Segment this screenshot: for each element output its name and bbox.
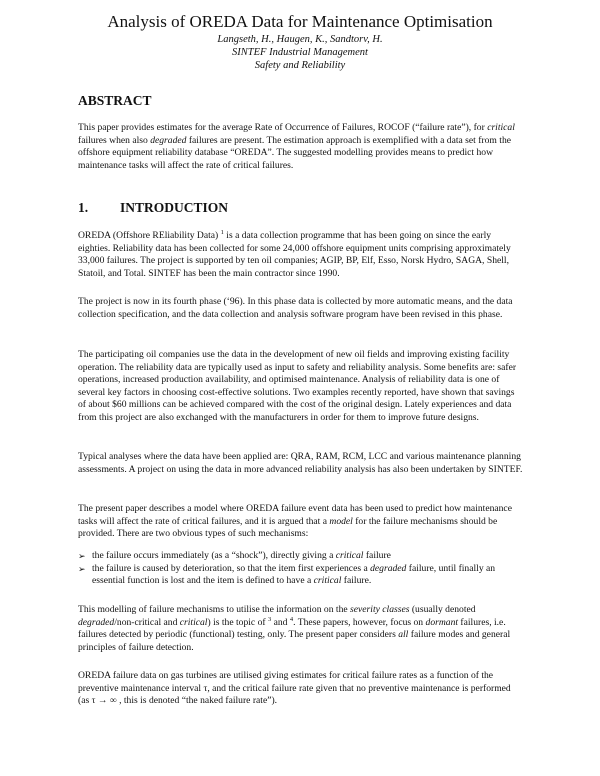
intro-paragraph-4: Typical analyses where the data have been applied are: QRA, RAM, RCM, LCC and various maintenance planning assessments. A project on using the data in more advanced reliability analysis has also been undertaken by SINTEF. xyxy=(78,451,523,475)
intro-paragraph-3: The participating oil companies use the data in the development of new oil fields and improving existing facility operation. The reliability data are typically used as input to safety and reliability analysis. Some benefits are: safer operations, increased production availability, and optimised maintenance. Analysis of reliability data is one of several key factors in choosing cost-effective solutions. Two examples recently reported, have shown that savings of about $60 millions can be achieved compared with the cost of the original design. Lately experiences and data from this project are also exchanged with the manufacturers in order for them to improve future designs. xyxy=(78,349,517,423)
author-list: Langseth, H., Haugen, K., Sandtorv, H. xyxy=(217,34,383,45)
department: Safety and Reliability xyxy=(254,60,346,71)
section-title: INTRODUCTION xyxy=(120,200,229,215)
intro-paragraph-2: The project is now in its fourth phase (‘96). In this phase data is collected by more automatic means, and the data collection specification, and the data collection and analysis software program have been revised in this phase. xyxy=(78,296,513,320)
tau-limit-expression: τ → ∞ xyxy=(91,695,117,707)
intro-paragraph-5: The present paper describes a model where OREDA failure event data has been used to predict how maintenance tasks will affect the rate of critical failures, and it is argued that a model for the failure mechanisms should be provided. There are two obvious types of such mechanisms: xyxy=(78,503,512,540)
intro-paragraph-7: OREDA failure data on gas turbines are utilised giving estimates for critical failure rates as a function of the preventive maintenance interval τ, and the critical failure rate given that no preventive maintenance is performed (as τ → ∞ , this is denoted “the naked failure rate”). xyxy=(78,670,511,707)
arrow-bullet-icon: ➢ xyxy=(78,551,86,561)
reference-marker: 1 xyxy=(220,229,224,236)
list-item: ➢ the failure is caused by deterioration, so that the item first experiences a degraded failure, until finally an essential function is lost and the item is defined to have a critical failure. xyxy=(78,562,496,587)
intro-paragraph-6: This modelling of failure mechanisms to utilise the information on the severity classes (usually denoted degraded/non-critical and critical) is the topic of $^3$ and $^4$. These papers, however, focus on dormant failures, i.e. failures detected by periodic (functional) testing, only. The present paper considers all failure modes and general principles of failure detection. xyxy=(78,604,511,653)
paper-title: Analysis of OREDA Data for Maintenance Optimisation xyxy=(107,12,493,31)
abstract-heading: ABSTRACT xyxy=(78,93,152,108)
intro-paragraph-1: OREDA (Offshore REliability Data) $^1$ is a data collection programme that has been going on since the early eighties. Reliability data has been collected for some 24,000 offshore equipment units comprising approximately 33,000 failures. The project is supported by ten oil companies; AGIP, BP, Elf, Esso, Norsk Hydro, SAGA, Shell, Statoil, and Total. SINTEF has been the main contractor since 1990. xyxy=(78,229,511,279)
list-item: ➢ the failure occurs immediately (as a “shock”), directly giving a critical failure xyxy=(78,550,391,561)
mechanism-list xyxy=(78,550,524,588)
arrow-bullet-icon: ➢ xyxy=(78,563,86,574)
reference-marker: 4 xyxy=(289,615,294,623)
section-number: 1. xyxy=(78,200,89,215)
abstract-paragraph: This paper provides estimates for the average Rate of Occurrence of Failures, ROCOF (“failure rate”), for critical failures when also degraded failures are present. The estimation approach is exemplified with a data set from the offshore equipment reliability database “OREDA”. The suggested modelling provides means to predict how maintenance tasks will affect the rate of critical failures. xyxy=(78,122,515,171)
section-heading-introduction xyxy=(78,200,228,216)
affiliation: SINTEF Industrial Management xyxy=(232,47,368,58)
reference-marker: 3 xyxy=(267,615,272,623)
